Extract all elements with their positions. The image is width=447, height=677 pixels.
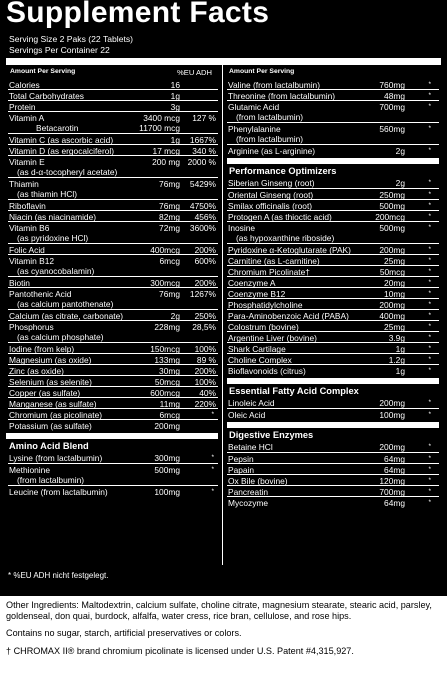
nutrient-name: Iodine (from kelp) — [9, 344, 75, 354]
nutrient-name: Pyridoxine α-Ketoglutarate (PAK) — [228, 245, 351, 255]
contains-note: Contains no sugar, starch, artificial preservatives or colors. — [6, 628, 242, 639]
nutrient-amount: 400mcg — [150, 245, 180, 255]
nutrient-name: Pantothenic Acid — [9, 289, 72, 299]
no-dv-asterisk: * — [428, 202, 431, 209]
eu-adh-percent: 2000 % — [187, 157, 216, 167]
nutrient-amount: 82mg — [159, 212, 180, 222]
nutrient-row — [227, 177, 439, 188]
nutrient-amount: 200mg — [154, 421, 180, 431]
nutrient-name: Manganese (as sulfate) — [9, 399, 97, 409]
nutrient-name: Smilax officinalis (root) — [228, 201, 313, 211]
nutrient-row — [227, 441, 439, 452]
nutrient-name: Pancreatin — [228, 487, 269, 497]
no-dv-asterisk: * — [428, 477, 431, 484]
nutrient-amount: 500mg — [379, 223, 405, 233]
nutrient-subname: (from lactalbumin) — [236, 112, 304, 122]
nutrient-row — [8, 342, 218, 353]
nutrient-amount: 25mg — [384, 256, 405, 266]
no-dv-asterisk: * — [428, 81, 431, 88]
nutrient-amount: 76mg — [159, 179, 180, 189]
nutrient-name: Arginine (as L-arginine) — [228, 146, 316, 156]
nutrient-row — [227, 254, 439, 265]
no-dv-asterisk: * — [428, 125, 431, 132]
nutrient-amount: 1g — [395, 344, 405, 354]
nutrient-row — [227, 210, 439, 221]
nutrient-name: Phenylalanine — [228, 124, 281, 134]
nutrient-amount-secondary: 11700 mcg — [139, 123, 180, 133]
nutrient-row — [8, 79, 218, 89]
nutrient-name: Total Carbohydrates — [9, 91, 84, 101]
nutrient-name: Selenium (as selenite) — [9, 377, 92, 387]
eu-adh-percent: 3600% — [189, 223, 216, 233]
nutrient-row — [8, 386, 218, 397]
nutrient-subname: (from lactalbumin) — [17, 475, 85, 485]
no-dv-asterisk: * — [428, 257, 431, 264]
no-dv-asterisk: * — [428, 345, 431, 352]
nutrient-name: Vitamin D (as ergocalciferol) — [9, 146, 115, 156]
nutrient-row — [8, 199, 218, 210]
nutrient-row — [227, 100, 439, 122]
eu-adh-percent: 40% — [199, 388, 216, 398]
nutrient-amount: 600mcg — [150, 388, 180, 398]
nutrient-row — [8, 408, 218, 419]
nutrient-amount: 200mg — [379, 398, 405, 408]
nutrient-amount: 760mg — [379, 80, 405, 90]
nutrient-amount: 200mg — [379, 245, 405, 255]
vitamin-mineral-list — [8, 79, 218, 430]
nutrient-amount: 25mg — [384, 322, 405, 332]
performance-optimizers-header: Performance Optimizers — [229, 166, 337, 176]
nutrient-name: Vitamin E — [9, 157, 45, 167]
nutrient-name: Oleic Acid — [228, 410, 266, 420]
nutrient-subname: (from lactalbumin) — [236, 134, 304, 144]
nutrient-amount: 1.2g — [388, 355, 405, 365]
eu-adh-percent: 456% — [194, 212, 216, 222]
nutrient-name: Mycozyme — [228, 498, 269, 508]
nutrient-amount: 120mg — [379, 476, 405, 486]
nutrient-name: Papain — [228, 465, 255, 475]
column-divider — [222, 65, 223, 565]
nutrient-name: Thiamin — [9, 179, 39, 189]
bottom-notes — [6, 600, 444, 663]
nutrient-row — [8, 485, 218, 497]
eu-adh-percent: 200% — [194, 366, 216, 376]
nutrient-subname: (as cyanocobalamin) — [17, 266, 95, 276]
no-dv-asterisk: * — [428, 191, 431, 198]
panel-title: Supplement Facts — [6, 0, 270, 29]
nutrient-amount: 100mg — [154, 487, 180, 497]
nutrient-row — [8, 320, 218, 342]
nutrient-name: Betaine HCl — [228, 442, 273, 452]
nutrient-amount: 2g — [170, 311, 180, 321]
nutrient-name: Shark Cartilage — [228, 344, 286, 354]
nutrient-amount: 100mg — [379, 410, 405, 420]
nutrient-amount: 64mg — [384, 465, 405, 475]
nutrient-name: Copper (as sulfate) — [9, 388, 81, 398]
no-dv-asterisk: * — [428, 312, 431, 319]
nutrient-row — [227, 364, 439, 375]
nutrient-amount: 20mg — [384, 278, 405, 288]
nutrient-amount: 400mg — [379, 311, 405, 321]
nutrient-name: Leucine (from lactalbumin) — [9, 487, 108, 497]
no-dv-asterisk: * — [428, 279, 431, 286]
nutrient-name: Carnitine (as L-carnitine) — [228, 256, 320, 266]
nutrient-amount: 3400 mcg — [143, 113, 180, 123]
nutrient-row — [227, 89, 439, 100]
nutrient-row — [227, 331, 439, 342]
nutrient-amount: 200mg — [379, 300, 405, 310]
nutrient-amount: 48mg — [384, 91, 405, 101]
nutrient-name: Siberian Ginseng (root) — [228, 178, 315, 188]
nutrient-row — [227, 188, 439, 199]
nutrient-name: Potassium (as sulfate) — [9, 421, 92, 431]
nutrient-amount: 500mg — [154, 465, 180, 475]
eu-adh-percent: 250% — [194, 311, 216, 321]
nutrient-row — [227, 298, 439, 309]
nutrient-amount: 50mcg — [379, 267, 405, 277]
nutrient-subname: (as thiamin HCl) — [17, 189, 78, 199]
no-dv-asterisk: * — [428, 301, 431, 308]
nutrient-amount: 50mcg — [154, 377, 180, 387]
nutrient-amount: 72mg — [159, 223, 180, 233]
eu-adh-percent: 1667% — [189, 135, 216, 145]
chromax-note: † CHROMAX II® brand chromium picolinate is licensed under U.S. Patent #4,315,927. — [6, 645, 354, 656]
nutrient-subname: Betacarotin — [36, 123, 79, 133]
nutrient-row — [8, 463, 218, 485]
eu-adh-percent: 220% — [194, 399, 216, 409]
nutrient-amount: 30mg — [159, 366, 180, 376]
nutrient-row — [8, 397, 218, 408]
nutrient-row — [227, 265, 439, 276]
nutrient-amount: 17 mcg — [152, 146, 180, 156]
nutrient-row — [8, 89, 218, 100]
nutrient-name: Vitamin B6 — [9, 223, 50, 233]
nutrient-amount: 700mg — [379, 487, 405, 497]
nutrient-name: Niacin (as niacinamide) — [9, 212, 97, 222]
nutrient-amount: 2g — [395, 146, 405, 156]
nutrient-row — [227, 397, 439, 408]
nutrient-row — [8, 254, 218, 276]
nutrient-amount: 250mg — [379, 190, 405, 200]
nutrient-amount: 3g — [170, 102, 180, 112]
no-dv-asterisk: * — [428, 268, 431, 275]
nutrient-row — [8, 452, 218, 463]
nutrient-row — [8, 419, 218, 430]
nutrient-name: Choline Complex — [228, 355, 292, 365]
digestive-enzymes-list — [227, 441, 439, 508]
nutrient-name: Chromium (as picolinate) — [9, 410, 103, 420]
nutrient-row — [227, 452, 439, 463]
nutrient-amount: 200mg — [379, 442, 405, 452]
nutrient-row — [8, 243, 218, 254]
nutrient-subname: (as hypoxanthine riboside) — [236, 233, 335, 243]
nutrient-row — [8, 100, 218, 111]
nutrient-row — [8, 111, 218, 133]
nutrient-name: Colostrum (bovine) — [228, 322, 299, 332]
nutrient-amount: 64mg — [384, 454, 405, 464]
amount-per-serving-right: Amount Per Serving — [229, 68, 295, 75]
nutrient-amount: 3.9g — [388, 333, 405, 343]
nutrient-name: Vitamin C (as ascorbic acid) — [9, 135, 114, 145]
no-dv-asterisk: * — [428, 499, 431, 506]
nutrient-row — [227, 122, 439, 144]
amount-per-serving-left: Amount Per Serving — [10, 68, 76, 75]
nutrient-name: Ox Bile (bovine) — [228, 476, 288, 486]
eu-adh-percent: 100% — [194, 344, 216, 354]
nutrient-name: Riboflavin — [9, 201, 46, 211]
nutrient-amount: 2g — [395, 178, 405, 188]
nutrient-amount: 16 — [170, 80, 180, 90]
no-dv-asterisk: * — [428, 246, 431, 253]
nutrient-amount: 6mcg — [159, 410, 180, 420]
nutrient-name: Pepsin — [228, 454, 254, 464]
nutrient-name: Inosine — [228, 223, 256, 233]
no-dv-asterisk: * — [428, 290, 431, 297]
nutrient-row — [8, 221, 218, 243]
nutrient-amount: 76mg — [159, 201, 180, 211]
nutrient-name: Linoleic Acid — [228, 398, 275, 408]
nutrient-row — [227, 463, 439, 474]
no-dv-asterisk: * — [428, 179, 431, 186]
no-dv-asterisk: * — [428, 92, 431, 99]
no-dv-asterisk: * — [211, 411, 214, 418]
no-dv-asterisk: * — [211, 466, 214, 473]
nutrient-row — [227, 287, 439, 298]
nutrient-name: Magnesium (as oxide) — [9, 355, 92, 365]
nutrient-name: Phosphorus — [9, 322, 54, 332]
nutrient-name: Biotin — [9, 278, 30, 288]
nutrient-subname: (as calcium pantothenate) — [17, 299, 114, 309]
nutrient-name: Vitamin A — [9, 113, 45, 123]
no-dv-asterisk: * — [428, 443, 431, 450]
nutrient-name: Methionine — [9, 465, 50, 475]
no-dv-asterisk: * — [428, 147, 431, 154]
nutrient-row — [227, 408, 439, 419]
eu-adh-percent: 200% — [194, 278, 216, 288]
nutrient-name: Glutamic Acid — [228, 102, 280, 112]
no-dv-asterisk: * — [428, 323, 431, 330]
nutrient-name: Para-Aminobenzoic Acid (PABA) — [228, 311, 349, 321]
nutrient-amount: 150mcg — [150, 344, 180, 354]
left-column — [8, 79, 218, 497]
nutrient-row — [8, 353, 218, 364]
nutrient-amount: 64mg — [384, 498, 405, 508]
eu-adh-percent: 1267% — [189, 289, 216, 299]
nutrient-subname: (as pyridoxine HCl) — [17, 233, 89, 243]
nutrient-row — [8, 276, 218, 287]
nutrient-row — [227, 496, 439, 508]
nutrient-row — [8, 364, 218, 375]
nutrient-row — [227, 309, 439, 320]
eu-adh-percent: 28,5% — [192, 322, 216, 332]
performance-optimizers-list — [227, 177, 439, 375]
no-dv-asterisk: * — [428, 224, 431, 231]
nutrient-row — [8, 155, 218, 177]
nutrient-name: Calcium (as citrate, carbonate) — [9, 311, 124, 321]
nutrient-amount: 6mcg — [159, 256, 180, 266]
nutrient-name: Calories — [9, 80, 40, 90]
nutrient-row — [8, 309, 218, 320]
nutrient-name: Oriental Ginseng (root) — [228, 190, 314, 200]
nutrient-row — [227, 144, 439, 155]
nutrient-amount: 1g — [395, 366, 405, 376]
nutrient-name: Protein — [9, 102, 36, 112]
no-dv-asterisk: * — [428, 213, 431, 220]
nutrient-amount: 11mg — [159, 399, 180, 409]
digestive-enzymes-header: Digestive Enzymes — [229, 430, 314, 440]
nutrient-row — [8, 210, 218, 221]
nutrient-row — [227, 320, 439, 331]
nutrient-amount: 1g — [170, 91, 180, 101]
no-dv-asterisk: * — [428, 103, 431, 110]
no-dv-asterisk: * — [428, 334, 431, 341]
eu-adh-percent: 5429% — [189, 179, 216, 189]
eu-adh-percent: 89 % — [196, 355, 216, 365]
nutrient-subname: (as d-α-tocopheryl acetate) — [17, 167, 118, 177]
nutrient-name: Phosphatidylcholine — [228, 300, 303, 310]
nutrient-name: Zinc (as oxide) — [9, 366, 64, 376]
eu-adh-header: %EU ADH — [177, 68, 213, 77]
eu-adh-percent: 200% — [194, 245, 216, 255]
nutrient-name: Coenzyme A — [228, 278, 276, 288]
nutrient-row — [227, 342, 439, 353]
nutrient-row — [227, 474, 439, 485]
header-divider-bar — [6, 58, 441, 65]
eu-adh-footnote: * %EU ADH nicht festgelegt. — [8, 571, 109, 580]
nutrient-amount: 300mg — [154, 453, 180, 463]
nutrient-name: Threonine (from lactalbumin) — [228, 91, 336, 101]
essential-fatty-acid-list — [227, 397, 439, 419]
nutrient-row — [8, 133, 218, 144]
nutrient-row — [227, 353, 439, 364]
nutrient-name: Chromium Picolinate† — [228, 267, 310, 277]
eu-adh-percent: 127 % — [192, 113, 216, 123]
eu-adh-percent: 4750% — [189, 201, 216, 211]
amino-acid-list-left — [8, 452, 218, 497]
nutrient-amount: 300mcg — [150, 278, 180, 288]
nutrient-amount: 560mg — [379, 124, 405, 134]
nutrient-row — [8, 144, 218, 155]
no-dv-asterisk: * — [428, 455, 431, 462]
nutrient-amount: 228mg — [154, 322, 180, 332]
eu-adh-percent: 340 % — [192, 146, 216, 156]
eu-adh-percent: 100% — [194, 377, 216, 387]
nutrient-row — [227, 199, 439, 210]
nutrient-name: Bioflavonoids (citrus) — [228, 366, 306, 376]
nutrient-name: Lysine (from lactalbumin) — [9, 453, 103, 463]
nutrient-amount: 76mg — [159, 289, 180, 299]
nutrient-name: Protogen A (as thioctic acid) — [228, 212, 332, 222]
serving-size: Serving Size 2 Paks (22 Tablets) — [9, 34, 134, 44]
nutrient-row — [8, 287, 218, 309]
nutrient-subname: (as calcium phosphate) — [17, 332, 104, 342]
nutrient-name: Coenzyme B12 — [228, 289, 286, 299]
nutrient-row — [227, 276, 439, 287]
no-dv-asterisk: * — [428, 466, 431, 473]
nutrient-row — [227, 485, 439, 496]
nutrient-row — [8, 375, 218, 386]
no-dv-asterisk: * — [211, 488, 214, 495]
no-dv-asterisk: * — [428, 399, 431, 406]
nutrient-amount: 200 mg — [152, 157, 180, 167]
nutrient-amount: 10mg — [384, 289, 405, 299]
nutrient-amount: 500mg — [379, 201, 405, 211]
no-dv-asterisk: * — [211, 454, 214, 461]
nutrient-amount: 700mg — [379, 102, 405, 112]
no-dv-asterisk: * — [428, 488, 431, 495]
amino-acid-list-right — [227, 79, 439, 155]
nutrient-row — [227, 243, 439, 254]
amino-acid-blend-header: Amino Acid Blend — [9, 441, 89, 451]
nutrient-amount: 1g — [170, 135, 180, 145]
nutrient-amount: 133mg — [154, 355, 180, 365]
nutrient-row — [8, 177, 218, 199]
right-column — [227, 79, 439, 508]
other-ingredients: Other Ingredients: Maltodextrin, calcium sulfate, choline citrate, magnesium stearate, stearic acid, parsley, goldenseal, don quai, burdock, alfalfa, water cress, rice bran, cellulose, and rose hips. — [6, 600, 432, 621]
no-dv-asterisk: * — [428, 411, 431, 418]
essential-fatty-acid-header: Essential Fatty Acid Complex — [229, 386, 359, 396]
nutrient-name: Folic Acid — [9, 245, 45, 255]
nutrient-name: Argentine Liver (bovine) — [228, 333, 317, 343]
nutrient-name: Valine (from lactalbumin) — [228, 80, 321, 90]
nutrient-amount: 200mcg — [375, 212, 405, 222]
nutrient-row — [227, 79, 439, 89]
eu-adh-percent: 600% — [194, 256, 216, 266]
no-dv-asterisk: * — [428, 367, 431, 374]
servings-per-container: Servings Per Container 22 — [9, 45, 110, 55]
nutrient-name: Vitamin B12 — [9, 256, 55, 266]
no-dv-asterisk: * — [428, 356, 431, 363]
nutrient-row — [227, 221, 439, 243]
